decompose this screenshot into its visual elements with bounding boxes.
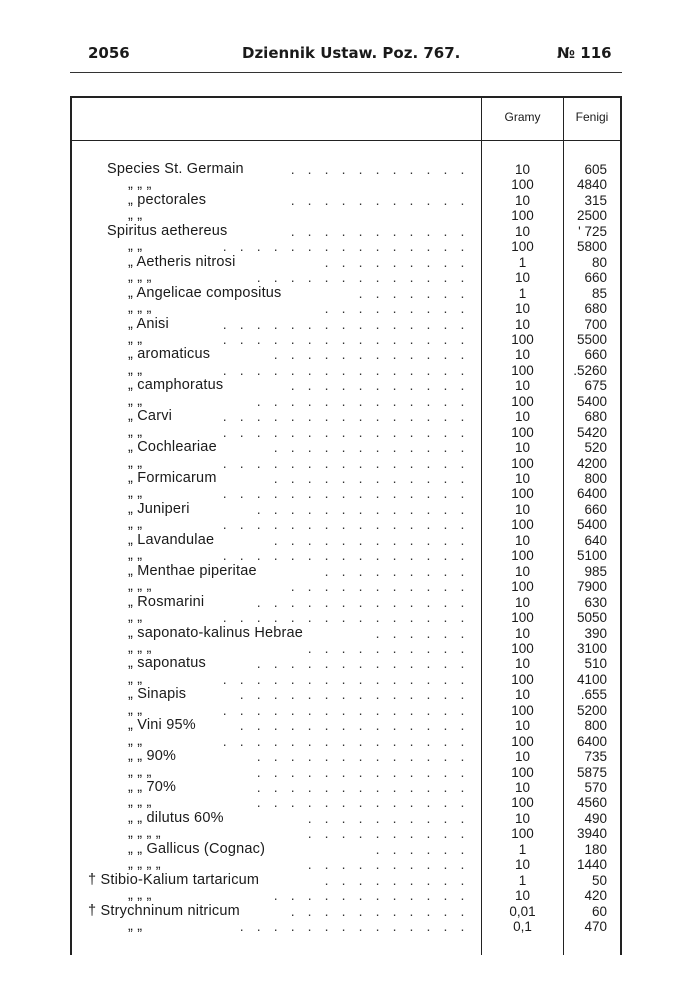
gramy-value: 100 [511, 702, 534, 718]
item-name: „ Sinapis [128, 686, 187, 703]
leader-dots: . . . . . . . . . . . . . . . [222, 701, 469, 718]
leader-dots: . . . . . . . . . . . . . [256, 655, 469, 672]
gramy-value: 100 [511, 393, 534, 409]
fenigi-value: 1440 [576, 857, 607, 873]
fenigi-value: 640 [584, 532, 607, 548]
fenigi-value: 4100 [576, 671, 607, 687]
item-name: „ „ „ [128, 887, 152, 904]
fenigi-value: 5875 [576, 764, 607, 780]
fenigi-value: 4200 [576, 455, 607, 471]
column-header-gramy: Gramy [504, 110, 541, 124]
leader-dots: . . . . . . . . . . . . . . . [222, 408, 469, 425]
item-name: „ „ dilutus 60% [128, 809, 224, 826]
fenigi-value: 5400 [576, 393, 607, 409]
fenigi-value: 3940 [576, 826, 607, 842]
gramy-value: 100 [511, 424, 534, 440]
fenigi-value: 985 [584, 563, 607, 579]
item-name: „ „ [128, 701, 143, 718]
gramy-value: 10 [514, 888, 531, 904]
item-name: Species St. Germain [107, 161, 244, 177]
leader-dots: . . . . . . . . . . [307, 856, 469, 873]
fenigi-value: 420 [584, 888, 607, 904]
fenigi-value: 5400 [576, 517, 607, 533]
fenigi-value: 5500 [576, 331, 607, 347]
leader-dots: . . . . . . . . . . . . . . . [222, 423, 469, 440]
fenigi-value: 3100 [576, 640, 607, 656]
gramy-value: 100 [511, 362, 534, 378]
leader-dots: . . . . . . . . . . . . . . . [222, 330, 469, 347]
fenigi-value: 520 [584, 440, 607, 456]
fenigi-value: 390 [584, 625, 607, 641]
leader-dots: . . . . . . . . . [324, 300, 469, 317]
leader-dots: . . . . . . . . . . . . . [256, 392, 469, 409]
gramy-value: 10 [514, 223, 531, 239]
gramy-value: 10 [514, 810, 531, 826]
leader-dots: . . . . . . . . . . [307, 809, 469, 826]
fenigi-value: 180 [584, 841, 607, 857]
gramy-value: 100 [511, 486, 534, 502]
table-row [0, 827, 689, 842]
item-name: „ „ Gallicus (Cognac) [128, 840, 266, 857]
fenigi-value: 660 [584, 347, 607, 363]
leader-dots: . . . . . . . . . . . . [273, 887, 469, 904]
item-name: „ pectorales [128, 191, 207, 208]
fenigi-value: 50 [591, 872, 607, 888]
item-name: „ „ [128, 732, 143, 749]
page-title: Dziennik Ustaw. Poz. 767. [242, 44, 461, 62]
fenigi-value: 80 [591, 254, 607, 270]
fenigi-value: 700 [584, 316, 607, 332]
leader-dots: . . . . . . . . . . . . . [256, 593, 469, 610]
leader-dots: . . . . . . . . . . . . [273, 346, 469, 363]
table-row [0, 163, 689, 178]
leader-dots: . . . . . . . . . . . [290, 578, 469, 595]
gramy-value: 10 [514, 780, 531, 795]
gramy-value: 100 [511, 517, 534, 533]
leader-dots: . . . . . . . . . . . [290, 377, 469, 394]
gramy-value: 100 [511, 455, 534, 471]
item-name: „ „ [128, 485, 143, 502]
fenigi-value: 800 [584, 471, 607, 486]
gramy-value: 10 [514, 718, 531, 734]
gramy-value: 10 [514, 857, 531, 873]
item-name: „ „ [128, 918, 143, 935]
item-name: „ „ „ [128, 300, 152, 317]
gramy-value: 0,1 [513, 919, 532, 935]
fenigi-value: 680 [584, 409, 607, 425]
item-name: „ „ [128, 207, 143, 224]
gramy-value: 100 [511, 331, 534, 347]
leader-dots: . . . . . . [375, 624, 469, 641]
item-name: „ „ „ [128, 176, 152, 193]
item-name: „ „ [128, 361, 143, 378]
leader-dots: . . . . . . . . . . . . . . . [222, 609, 469, 626]
fenigi-value: 490 [584, 810, 607, 826]
leader-dots: . . . . . . . . . . [307, 639, 469, 656]
leader-dots: . . . . . . . [358, 284, 469, 301]
leader-dots: . . . . . . [375, 840, 469, 857]
gramy-value: 10 [514, 656, 531, 672]
gramy-value: 0,01 [509, 903, 536, 919]
gramy-value: 100 [511, 610, 534, 626]
leader-dots: . . . . . . . . . . . . . [256, 500, 469, 517]
item-name: „ Aetheris nitrosi [128, 253, 236, 270]
gramy-value: 10 [514, 594, 531, 610]
leader-dots: . . . . . . . . . . . . . . [239, 717, 469, 734]
leader-dots: . . . . . . . . . . . . . [256, 779, 469, 795]
fenigi-value: 5800 [576, 239, 607, 255]
gramy-value: 100 [511, 177, 534, 193]
item-name: „ camphoratus [128, 377, 224, 394]
table-row [0, 920, 689, 935]
item-name: „ „ „ [128, 269, 152, 286]
gramy-value: 10 [514, 316, 531, 332]
item-name: „ „ [128, 454, 143, 471]
item-name: „ Vini 95% [128, 717, 196, 734]
table-row [0, 191, 689, 209]
fenigi-value: 675 [584, 378, 607, 394]
gramy-value: 100 [511, 764, 534, 780]
item-name: † Strychninum nitricum [88, 902, 240, 919]
leader-dots: . . . . . . . . . . . [290, 902, 469, 919]
gramy-value: 10 [514, 501, 531, 517]
item-name: „ Lavandulae [128, 531, 215, 548]
gramy-value: 100 [511, 548, 534, 564]
gramy-value: 10 [514, 471, 531, 486]
gramy-value: 1 [518, 872, 527, 888]
fenigi-value: 315 [584, 192, 607, 208]
fenigi-value: 85 [591, 285, 607, 301]
item-name: „ „ „ [128, 639, 152, 656]
page-number: 2056 [88, 44, 130, 62]
item-name: „ „ „ „ [128, 825, 161, 842]
leader-dots: . . . . . . . . . . [307, 825, 469, 842]
gramy-value: 10 [514, 687, 531, 703]
item-name: „ Carvi [128, 408, 173, 425]
fenigi-value: 680 [584, 301, 607, 317]
gramy-value: 100 [511, 795, 534, 811]
gramy-value: 10 [514, 440, 531, 456]
item-name: „ Formicarum [128, 470, 217, 486]
leader-dots: . . . . . . . . . . . . . . . [222, 670, 469, 687]
item-name: „ saponato-kalinus Hebrae [128, 624, 304, 641]
fenigi-value: 4840 [576, 177, 607, 193]
item-name: Spiritus aethereus [107, 222, 228, 239]
leader-dots: . . . . . . . . . . . . . . [239, 918, 469, 935]
fenigi-value: 7900 [576, 579, 607, 595]
item-name: „ „ [128, 609, 143, 626]
leader-dots: . . . . . . . . . . . . . [256, 763, 469, 780]
fenigi-value: 6400 [576, 733, 607, 749]
fenigi-value: 6400 [576, 486, 607, 502]
item-name: † Stibio-Kalium tartaricum [88, 871, 260, 888]
gramy-value: 100 [511, 640, 534, 656]
leader-dots: . . . . . . . . . . . . . . . [222, 732, 469, 749]
gramy-value: 100 [511, 826, 534, 842]
gramy-value: 1 [518, 285, 527, 301]
fenigi-value: 2500 [576, 208, 607, 224]
leader-dots: . . . . . . . . . . . . . [256, 794, 469, 811]
gramy-value: 10 [514, 749, 531, 765]
gramy-value: 1 [518, 254, 527, 270]
leader-dots: . . . . . . . . . [324, 253, 469, 270]
item-name: „ Rosmarini [128, 593, 205, 610]
item-name: „ „ 70% [128, 779, 177, 795]
leader-dots: . . . . . . . . . . . . . . . [222, 361, 469, 378]
leader-dots: . . . . . . . . . . . . . [256, 269, 469, 286]
leader-dots: . . . . . . . . . . . [290, 191, 469, 208]
item-name: „ Juniperi [128, 500, 190, 517]
table-row [0, 271, 689, 286]
fenigi-value: 660 [584, 501, 607, 517]
leader-dots: . . . . . . . . . . . [290, 161, 469, 177]
gramy-value: 10 [514, 625, 531, 641]
item-name: „ aromaticus [128, 346, 211, 363]
gramy-value: 10 [514, 378, 531, 394]
leader-dots: . . . . . . . . . . . . . . . [222, 238, 469, 255]
leader-dots: . . . . . . . . . . . . [273, 531, 469, 548]
item-name: „ „ [128, 670, 143, 687]
leader-dots: . . . . . . . . . . . . . . . [222, 547, 469, 564]
leader-dots: . . . . . . . . . . . . . . [239, 686, 469, 703]
fenigi-value: 570 [584, 780, 607, 795]
item-name: „ „ [128, 330, 143, 347]
fenigi-value: 60 [591, 903, 607, 919]
gramy-value: 10 [514, 347, 531, 363]
fenigi-value: 5420 [576, 424, 607, 440]
item-name: „ „ [128, 238, 143, 255]
gramy-value: 10 [514, 162, 531, 177]
fenigi-value: 4560 [576, 795, 607, 811]
item-name: „ „ „ [128, 763, 152, 780]
leader-dots: . . . . . . . . . . . . . . . [222, 485, 469, 502]
gramy-value: 10 [514, 192, 531, 208]
fenigi-value: 630 [584, 594, 607, 610]
fenigi-value: .655 [580, 687, 607, 703]
leader-dots: . . . . . . . . . [324, 871, 469, 888]
item-name: „ Cochleariae [128, 439, 217, 456]
gramy-value: 10 [514, 270, 531, 286]
gramy-value: 100 [511, 239, 534, 255]
leader-dots: . . . . . . . . . . . . . . . [222, 454, 469, 471]
gramy-value: 10 [514, 532, 531, 548]
leader-dots: . . . . . . . . . . . . . . . [222, 516, 469, 533]
item-name: „ „ [128, 547, 143, 564]
item-name: „ „ [128, 423, 143, 440]
item-name: „ Menthae piperitae [128, 562, 257, 579]
gramy-value: 10 [514, 301, 531, 317]
fenigi-value: 510 [584, 656, 607, 672]
item-name: „ „ 90% [128, 748, 177, 765]
fenigi-value: 470 [584, 919, 607, 935]
fenigi-value: .5260 [573, 362, 607, 378]
leader-dots: . . . . . . . . . . . . [273, 470, 469, 486]
fenigi-value: ' 725 [578, 223, 607, 239]
gramy-value: 100 [511, 579, 534, 595]
gramy-value: 10 [514, 409, 531, 425]
leader-dots: . . . . . . . . . [324, 562, 469, 579]
item-name: „ „ „ [128, 794, 152, 811]
item-name: „ Anisi [128, 315, 169, 332]
gramy-value: 100 [511, 671, 534, 687]
gramy-value: 100 [511, 208, 534, 224]
item-name: „ „ [128, 516, 143, 533]
fenigi-value: 5200 [576, 702, 607, 718]
table-row [0, 611, 689, 626]
gramy-value: 1 [518, 841, 527, 857]
leader-dots: . . . . . . . . . . . . . [256, 748, 469, 765]
item-name: „ „ „ [128, 578, 152, 595]
fenigi-value: 605 [584, 162, 607, 177]
column-header-fenigi: Fenigi [575, 110, 609, 124]
item-name: „ „ [128, 392, 143, 409]
item-name: „ saponatus [128, 655, 206, 672]
fenigi-value: 735 [584, 749, 607, 765]
leader-dots: . . . . . . . . . . . [290, 222, 469, 239]
fenigi-value: 5050 [576, 610, 607, 626]
leader-dots: . . . . . . . . . . . . . . . [222, 315, 469, 332]
gramy-value: 10 [514, 563, 531, 579]
fenigi-value: 660 [584, 270, 607, 286]
fenigi-value: 800 [584, 718, 607, 734]
issue-number: № 116 [557, 44, 612, 62]
leader-dots: . . . . . . . . . . . . [273, 439, 469, 456]
item-name: „ Angelicae compositus [128, 284, 282, 301]
fenigi-value: 5100 [576, 548, 607, 564]
gramy-value: 100 [511, 733, 534, 749]
item-name: „ „ „ „ [128, 856, 161, 873]
